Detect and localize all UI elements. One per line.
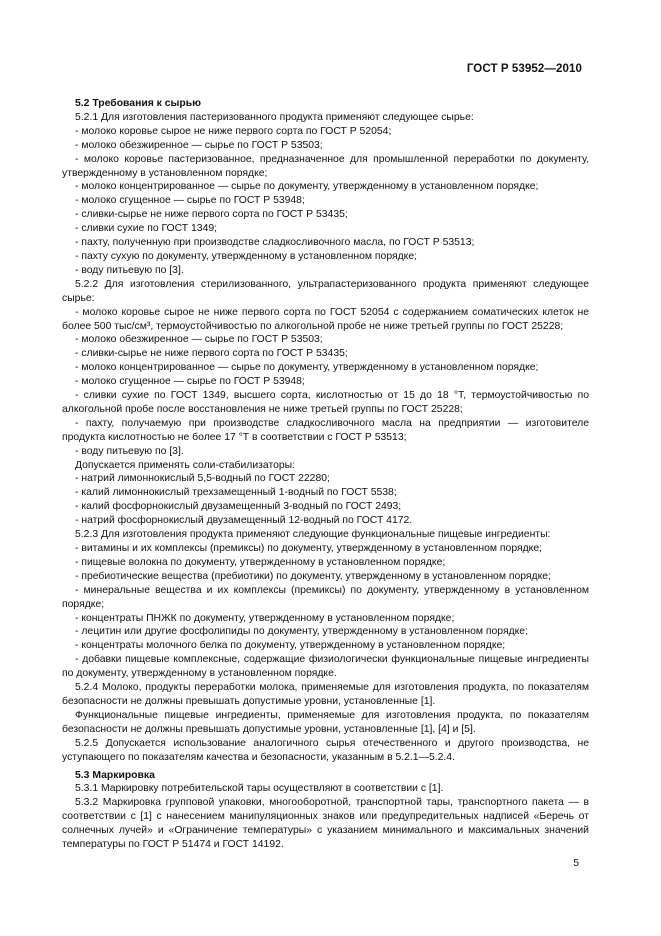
page-number: 5 xyxy=(573,858,579,869)
list-item: - сливки-сырье не ниже первого сорта по ГОСТ Р 53435; xyxy=(75,209,348,221)
list-item: - молоко концентрированное — сырье по документу, утвержденному в установленном порядке; xyxy=(75,181,539,193)
list-item: - пребиотические вещества (пребиотики) по документу, утвержденному в установленном порядке; xyxy=(75,570,551,582)
paragraph: Допускается применять соли-стабилизаторы: xyxy=(75,459,296,471)
paragraph: 5.2.5 Допускается использование аналогичного сырья отечественного и другого производства, не уступающего по показателям качества и безопасности, указанным в 5.2.1—5.2.4. xyxy=(62,737,589,763)
list-item: - сливки сухие по ГОСТ 1349, высшего сорта, кислотностью от 15 до 18 °Т, термоустойчивостью по алкогольной пробе после восстановления не ниже третьей группы по ГОСТ 25228; xyxy=(62,390,589,415)
list-item: - молоко обезжиренное — сырье по ГОСТ Р 53503; xyxy=(75,334,323,346)
paragraph: 5.2.3 Для изготовления продукта применяют следующие функциональные пищевые ингредиенты: xyxy=(75,529,551,541)
paragraph: 5.2.1 Для изготовления пастеризованного продукта применяют следующее сырье: xyxy=(75,111,474,123)
list-item: - сливки-сырье не ниже первого сорта по ГОСТ Р 53435; xyxy=(75,348,348,360)
list-item: - молоко сгущенное — сырье по ГОСТ Р 53948; xyxy=(75,195,305,207)
list-item: - витамины и их комплексы (премиксы) по документу, утвержденному в установленном порядке; xyxy=(75,543,542,554)
list-item: - лецитин или другие фосфолипиды по документу, утвержденному в установленном порядке; xyxy=(75,626,528,638)
section-heading: 5.3 Маркировка xyxy=(75,769,155,781)
list-item: - натрий фосфорнокислый двузамещенный 12-водный по ГОСТ 4172. xyxy=(75,515,413,527)
paragraph: 5.3.2 Маркировка групповой упаковки, многооборотной, транспортной тары, транспортного пакета — в соответствии с [1] с нанесением манипуляционных знаков или предупредительных надписей «Беречь от солнечных лучей» и «Ограничение температуры» с указанием минимального и максимальных значений температуры по ГОСТ Р 51474 и ГОСТ 14192. xyxy=(62,797,589,851)
section-heading: 5.2 Требования к сырью xyxy=(75,98,202,109)
list-item: - концентраты ПНЖК по документу, утвержденному в установленном порядке; xyxy=(75,612,455,624)
paragraph: 5.3.1 Маркировку потребительской тары осуществляют в соответствии с [1]. xyxy=(75,783,444,795)
paragraph: 5.2.4 Молоко, продукты переработки молока, применяемые для изготовления продукта, по показателям безопасности не должны превышать допустимые уровни, установленные [1]. xyxy=(62,682,589,707)
list-item: - молоко сгущенное — сырье по ГОСТ Р 53948; xyxy=(75,376,305,388)
list-item: - сливки сухие по ГОСТ 1349; xyxy=(75,223,218,235)
paragraph: Функциональные пищевые ингредиенты, применяемые для изготовления продукта, по показателям безопасности не должны превышать допустимые уровни, установленные [1], [4] и [5]. xyxy=(62,709,589,735)
list-item: - молоко коровье сырое не ниже первого сорта по ГОСТ Р 52054; xyxy=(75,125,392,137)
paragraph: 5.2.2 Для изготовления стерилизованного, ультрапастеризованного продукта применяют следующее сырье: xyxy=(62,278,589,304)
list-item: - воду питьевую по [3]. xyxy=(75,264,184,276)
list-item: - молоко коровье сырое не ниже первого сорта по ГОСТ 52054 с содержанием соматических клеток не более 500 тыс/см³, термоустойчивостью по алкогольной пробе не ниже третьей группы по ГОСТ 25228; xyxy=(62,306,589,332)
list-item: - пищевые волокна по документу, утвержденному в установленном порядке; xyxy=(75,556,446,568)
list-item: - молоко коровье пастеризованное, предназначенное для промышленной переработки по документу, утвержденному в установленном порядке; xyxy=(62,153,589,179)
list-item: - калий фосфорнокислый двузамещенный 3-водный по ГОСТ 2493; xyxy=(75,501,402,513)
document-header: ГОСТ Р 53952—2010 xyxy=(466,63,582,75)
list-item: - минеральные вещества и их комплексы (премиксы) по документу, утвержденному в установленном порядке; xyxy=(62,584,589,610)
list-item: - калий лимоннокислый трехзамещенный 1-водный по ГОСТ 5538; xyxy=(75,487,397,499)
list-item: - пахту сухую по документу, утвержденному в установленном порядке; xyxy=(75,250,418,262)
list-item: - концентраты молочного белка по документу, утвержденному в установленном порядке; xyxy=(75,640,506,652)
list-item: - молоко обезжиренное — сырье по ГОСТ Р 53503; xyxy=(75,139,323,151)
list-item: - молоко концентрированное — сырье по документу, утвержденному в установленном порядке; xyxy=(75,362,539,374)
list-item: - воду питьевую по [3]. xyxy=(75,445,184,457)
document-body xyxy=(62,97,589,852)
list-item: - натрий лимоннокислый 5,5-водный по ГОСТ 22280; xyxy=(75,473,330,485)
list-item: - пахту, получаемую при производстве сладкосливочного масла на предприятии — изготовителе продукта кислотностью не более 17 °Т в соответствии с ГОСТ Р 53513; xyxy=(62,417,589,443)
list-item: - пахту, полученную при производстве сладкосливочного масла, по ГОСТ Р 53513; xyxy=(75,237,475,249)
list-item: - добавки пищевые комплексные, содержащие физиологически функциональные пищевые ингредиенты по документу, утвержденному в установленном порядке. xyxy=(62,654,589,680)
